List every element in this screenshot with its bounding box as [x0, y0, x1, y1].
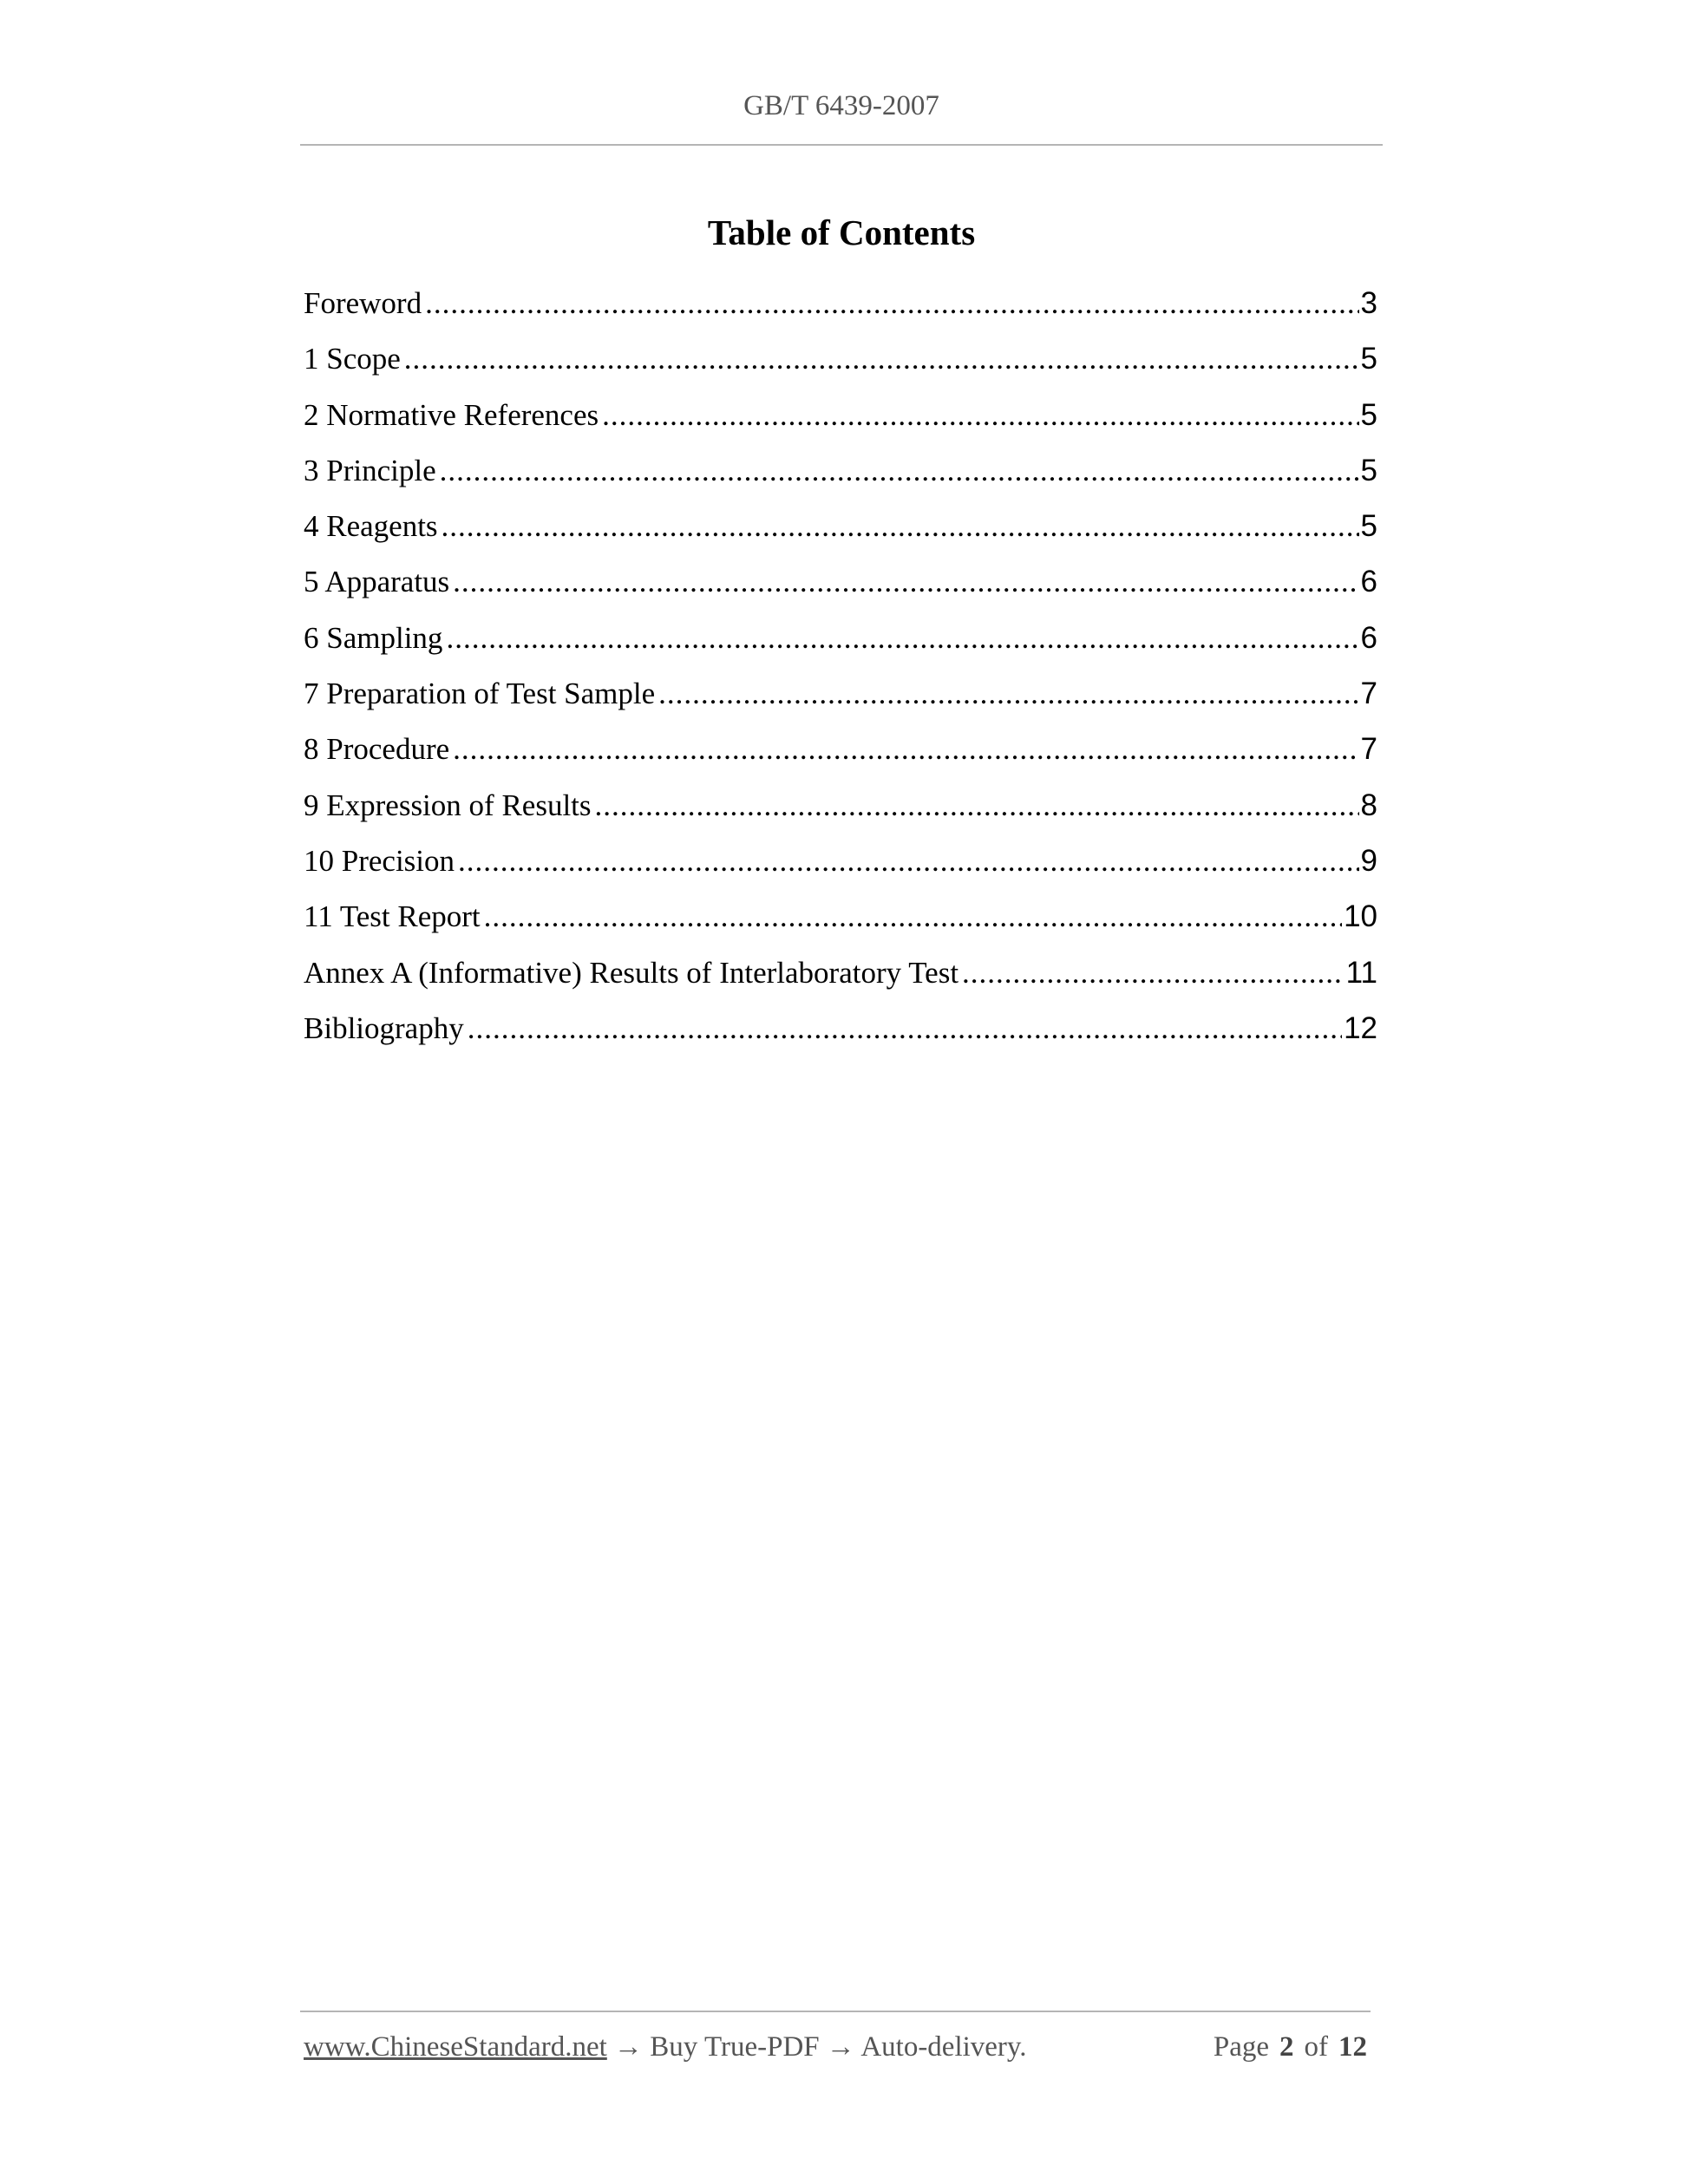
toc-dot-leader — [458, 844, 1359, 879]
toc-dot-leader — [658, 677, 1358, 711]
arrow-right-icon: → — [826, 2031, 855, 2063]
table-of-contents — [304, 286, 1377, 1067]
toc-entry-label: Bibliography — [304, 1010, 464, 1045]
toc-page-number: 12 — [1344, 1010, 1377, 1045]
toc-entry-label: 10 Precision — [304, 843, 455, 878]
toc-dot-leader — [595, 788, 1359, 823]
toc-entry-annex-a[interactable] — [304, 956, 1377, 1011]
toc-entry-label: 4 Reagents — [304, 509, 438, 544]
footer-promo — [304, 2031, 1027, 2063]
toc-dot-leader — [602, 398, 1358, 433]
footer-delivery-text: Auto-delivery. — [860, 2031, 1027, 2063]
toc-dot-leader — [453, 565, 1358, 599]
toc-entry-label: 3 Principle — [304, 453, 436, 487]
toc-entry-label: 5 Apparatus — [304, 565, 450, 599]
toc-dot-leader — [453, 732, 1358, 767]
toc-page-number: 3 — [1360, 286, 1377, 320]
toc-entry-label: Annex A (Informative) Results of Interlaboratory Test — [304, 955, 959, 990]
toc-entry-label: 11 Test Report — [304, 899, 481, 934]
toc-entry-label: 6 Sampling — [304, 620, 443, 655]
toc-entry-label: 7 Preparation of Test Sample — [304, 677, 656, 711]
header-divider — [300, 144, 1383, 146]
toc-page-number: 11 — [1345, 955, 1377, 990]
toc-dot-leader — [484, 899, 1342, 934]
footer-buy-text: Buy True-PDF — [650, 2031, 820, 2063]
toc-title: Table of Contents — [707, 213, 976, 252]
toc-entry-label: 8 Procedure — [304, 732, 450, 767]
toc-entry-label: 1 Scope — [304, 342, 401, 376]
toc-entry-scope[interactable] — [304, 342, 1377, 397]
toc-page-number: 10 — [1344, 899, 1377, 934]
current-page-number: 2 — [1279, 2031, 1294, 2063]
toc-entry-label: 2 Normative References — [304, 397, 599, 432]
toc-dot-leader — [440, 454, 1359, 488]
page-footer — [304, 2031, 1367, 2063]
toc-entry-test-report[interactable] — [304, 899, 1377, 955]
toc-entry-apparatus[interactable] — [304, 565, 1377, 620]
toc-dot-leader — [404, 342, 1359, 376]
toc-dot-leader — [446, 621, 1358, 656]
toc-entry-normative-references[interactable] — [304, 398, 1377, 454]
toc-dot-leader — [425, 286, 1358, 321]
footer-divider — [300, 2011, 1371, 2012]
toc-entry-reagents[interactable] — [304, 509, 1377, 565]
toc-entry-preparation-of-test-sample[interactable] — [304, 677, 1377, 732]
page-indicator — [1214, 2031, 1367, 2063]
toc-dot-leader — [962, 956, 1345, 991]
toc-entry-label: 9 Expression of Results — [304, 788, 592, 822]
toc-entry-principle[interactable] — [304, 454, 1377, 509]
toc-entry-precision[interactable] — [304, 844, 1377, 899]
toc-page-number: 7 — [1360, 677, 1377, 711]
toc-entry-procedure[interactable] — [304, 732, 1377, 788]
toc-dot-leader — [468, 1011, 1342, 1046]
toc-entry-sampling[interactable] — [304, 621, 1377, 677]
toc-page-number: 5 — [1360, 397, 1377, 432]
toc-page-number: 5 — [1360, 342, 1377, 376]
arrow-right-icon: → — [614, 2031, 644, 2063]
footer-website-link[interactable]: www.ChineseStandard.net — [304, 2031, 607, 2063]
toc-page-number: 8 — [1360, 788, 1377, 822]
page-header: GB/T 6439-2007 — [743, 90, 939, 121]
toc-entry-label: Foreword — [304, 286, 422, 320]
toc-page-number: 9 — [1360, 843, 1377, 878]
total-pages-number: 12 — [1338, 2031, 1367, 2063]
toc-page-number: 6 — [1360, 620, 1377, 655]
of-word: of — [1304, 2031, 1328, 2063]
page-word: Page — [1213, 2031, 1269, 2063]
toc-entry-bibliography[interactable] — [304, 1011, 1377, 1067]
toc-page-number: 6 — [1360, 565, 1377, 599]
toc-entry-foreword[interactable] — [304, 286, 1377, 342]
toc-page-number: 5 — [1360, 509, 1377, 544]
toc-dot-leader — [442, 509, 1359, 544]
toc-entry-expression-of-results[interactable] — [304, 788, 1377, 844]
toc-page-number: 5 — [1360, 453, 1377, 487]
toc-page-number: 7 — [1360, 732, 1377, 767]
